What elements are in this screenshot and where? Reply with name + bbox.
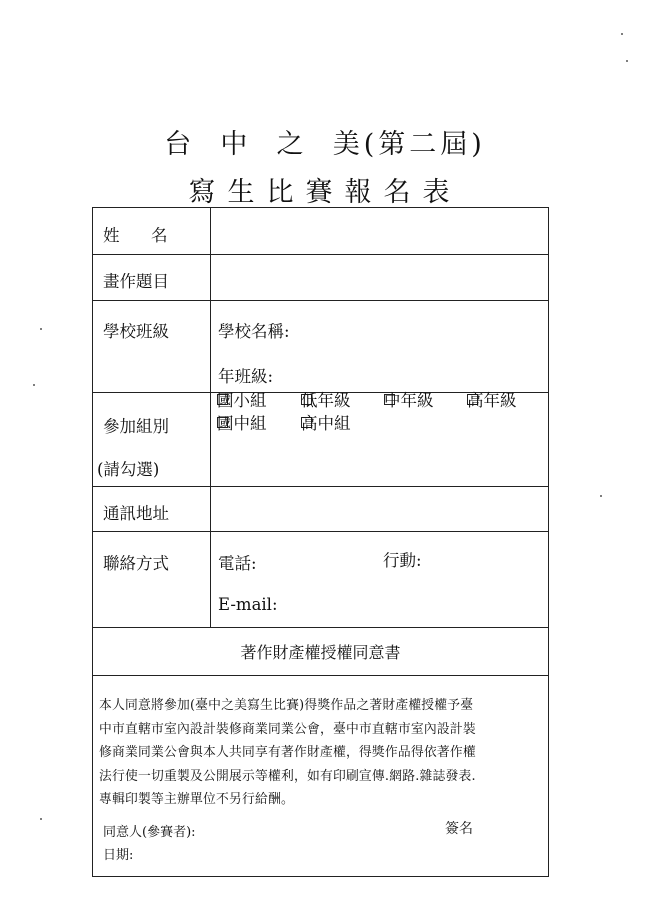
consent-body: [93, 628, 548, 876]
row-address: [93, 487, 548, 532]
scan-speck: [621, 33, 623, 35]
label-name: 姓 名: [103, 226, 168, 245]
label-address: 通訊地址: [103, 504, 169, 523]
scan-speck: [40, 328, 42, 330]
scan-speck: [40, 818, 42, 820]
row-contact: [93, 532, 548, 628]
address-field[interactable]: [211, 487, 548, 531]
row-painting-title: [93, 255, 548, 301]
painting-title-field[interactable]: [211, 255, 548, 300]
form-subtitle: 寫生比賽報名表: [188, 177, 462, 208]
name-field[interactable]: [211, 208, 548, 254]
label-school-class: 學校班級: [103, 322, 169, 341]
consent-line: 中市直轄市室內設計裝修商業同業公會，臺中市直轄市室內設計裝: [99, 721, 476, 737]
agreer-label: 同意人(參賽者):: [103, 825, 196, 840]
scan-speck: [33, 384, 35, 386]
form-title: 台 中 之 美(第二屆): [164, 129, 486, 160]
signature-label: 簽名: [445, 821, 473, 837]
school-name-label: 學校名稱:: [218, 322, 290, 341]
email-label: E-mail:: [218, 595, 278, 614]
registration-form: [92, 207, 549, 877]
label-cell: [93, 255, 211, 300]
grade-class-label: 年班級:: [218, 367, 274, 386]
label-group: 參加組別: [103, 417, 169, 436]
label-cell: [93, 393, 211, 486]
label-cell: [93, 301, 211, 392]
label-cell: [93, 208, 211, 254]
label-group-note: (請勾選): [97, 460, 160, 479]
consent-line: 法行使一切重製及公開展示等權利，如有印刷宣傳.網路.雜誌發表.: [99, 768, 476, 784]
mobile-label: 行動:: [383, 551, 422, 570]
label-contact: 聯絡方式: [103, 554, 169, 573]
label-painting-title: 畫作題目: [103, 272, 169, 291]
scan-speck: [626, 60, 628, 62]
contact-field[interactable]: [211, 532, 548, 627]
row-group: [93, 393, 548, 487]
group-options: 國小組 低年級 中年級 高年級 國中組 高中組: [217, 391, 517, 433]
phone-label: 電話:: [218, 554, 257, 573]
school-class-field[interactable]: [211, 301, 548, 392]
label-cell: [93, 532, 211, 627]
row-name: [93, 208, 548, 255]
consent-line: 專輯印製等主辦單位不另行給酬。: [99, 792, 294, 807]
label-cell: [93, 487, 211, 531]
consent-title: 著作財產權授權同意書: [240, 643, 401, 662]
consent-line: 本人同意將參加(臺中之美寫生比賽)得獎作品之著財產權授權予臺: [99, 698, 474, 713]
scan-speck: [600, 495, 602, 497]
row-school-class: [93, 301, 548, 393]
consent-line: 修商業同業公會與本人共同享有著作財產權，得獎作品得依著作權: [99, 745, 476, 760]
date-label: 日期:: [103, 848, 134, 863]
consent-text: [99, 694, 542, 812]
